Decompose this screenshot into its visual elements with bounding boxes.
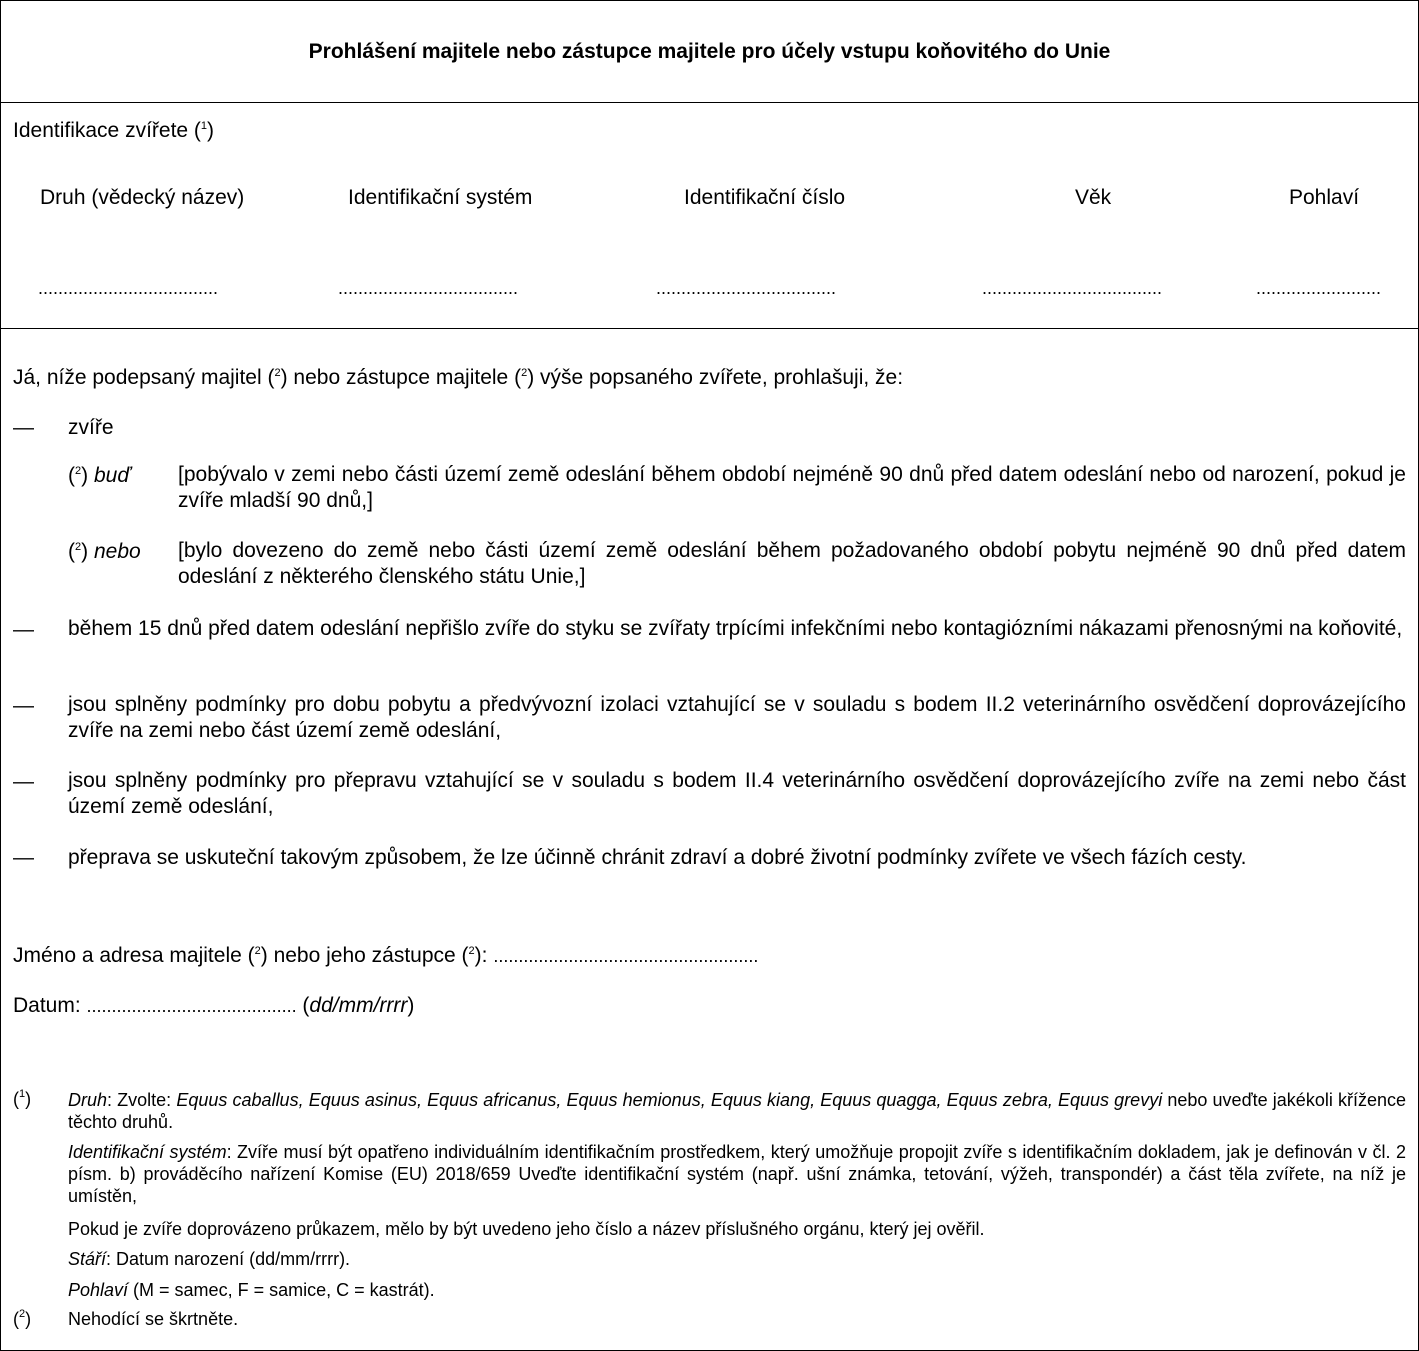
id-number-field-dots: .................................... [656,278,837,298]
column-sex: Pohlaví [1289,186,1360,209]
item-residence: jsou splněny podmínky pro dobu pobytu a předvývozní izolaci vztahující se v souladu s bodem II.2 veterinárního osvědčení doprovázejícího zvíře na zemi nebo část území země odeslání, [68,693,1406,742]
option1-marker: ($^2$) buď [68,464,131,487]
species-field-dots: .................................... [38,278,219,298]
item-animal: zvíře [68,416,114,439]
column-species: Druh (vědecký název) [40,186,245,209]
footnote-sex: Pohlaví (M = samec, F = samice, C = kastrát). [68,1280,435,1300]
column-id-number: Identifikační číslo [684,186,846,209]
option2-marker: ($^2$) nebo [68,540,141,563]
name-address-field-dots: ..................................................... [493,946,759,966]
date-format: dd/mm/rrrr [309,994,408,1017]
column-id-system: Identifikační systém [348,186,533,209]
identification-heading: Identifikace zvířete ($^1$) [13,119,215,142]
date-line: Datum: .......................................... (dd/mm/rrrr) [13,994,415,1017]
footnote-2-marker: ($^2$) [13,1308,32,1329]
item-transport: jsou splněny podmínky pro přepravu vztahující se v souladu s bodem II.4 veterinárního osvědčení doprovázejícího zvíře na zemi nebo část území země odeslání, [68,769,1406,818]
dash-bullet: — [13,770,34,793]
footnote-species: Druh: Zvolte: Equus caballus, Equus asinus, Equus africanus, Equus hemionus, Equus kiang, Equus quagga, Equus zebra, Equus grevyi nebo uveďte jakékoli křížence těchto druhů. [68,1090,1407,1132]
item-contact: během 15 dnů před datem odeslání nepřišlo zvíře do styku se zvířaty trpícími infekčními nebo kontagiózními nákazami přenosnými na koňovité, [68,617,1403,640]
item-welfare: přeprava se uskuteční takovým způsobem, že lze účinně chránit zdraví a dobré životní podmínky zvířete ve všech fázích cesty. [68,846,1247,869]
divider-title [0,102,1419,103]
dash-bullet: — [13,618,34,641]
footnote-2-text: Nehodící se škrtněte. [68,1309,239,1329]
declaration-intro: Já, níže podepsaný majitel ($^2$) nebo zástupce majitele ($^2$) výše popsaného zvířete, prohlašuji, že: [13,366,904,389]
divider-identification [0,328,1419,329]
name-address-line: Jméno a adresa majitele ($^2$) nebo jeho zástupce ($^2$): ..................................................... [13,944,759,967]
dash-bullet: — [13,416,34,439]
footnote-passport: Pokud je zvíře doprovázeno průkazem, mělo by být uvedeno jeho číslo a název příslušného orgánu, který jej ověřil. [68,1219,985,1239]
option1-text: [pobývalo v zemi nebo části území země odeslání během období nejméně 90 dnů před datem odeslání nebo od narození, pokud je zvíře mladší 90 dnů,] [178,463,1406,512]
dash-bullet: — [13,694,34,717]
dash-bullet: — [13,846,34,869]
column-age: Věk [1075,186,1112,209]
id-system-field-dots: .................................... [338,278,519,298]
option2-text: [bylo dovezeno do země nebo části území země odeslání během požadovaného období pobytu nejméně 90 dnů před datem odeslání z některého členského státu Unie,] [178,539,1406,588]
footnote-age: Stáří: Datum narození (dd/mm/rrrr). [68,1249,351,1269]
date-field-dots: .......................................... [86,996,297,1016]
age-field-dots: .................................... [982,278,1163,298]
footnote-1-marker: ($^1$) [13,1088,32,1109]
footnote-id-system: Identifikační systém: Zvíře musí být opatřeno individuálním identifikačním prostředkem, který umožňuje propojit zvíře s identifikačním dokladem, jak je definován v čl. 2 písm. b) prováděcího nařízení Komise (EU) 2018/659 Uveďte identifikační systém (např. ušní známka, tetování, výžeh, transpondér) a část těla zvířete, na níž je umístěn, [68,1142,1406,1206]
sex-field-dots: ......................... [1256,278,1382,298]
page-title: Prohlášení majitele nebo zástupce majitele pro účely vstupu koňovitého do Unie [308,40,1111,63]
